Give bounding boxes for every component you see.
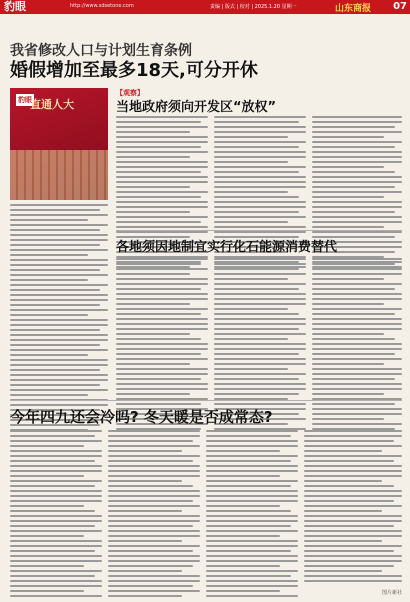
edition-meta: 责编 | 版式 | 校对 | 2025.1.20 星期一 (210, 4, 297, 10)
bottom-col-1 (10, 430, 102, 600)
main-headline: 婚假增加至最多18天,可分开休 (10, 60, 258, 81)
section-brand: 豹眼 (4, 0, 26, 13)
feature-photo (10, 88, 108, 200)
main-kicker: 我省修改人口与计划生育条例 (10, 43, 192, 59)
article-three-col-3 (312, 258, 402, 433)
bottom-headline: 今年四九还会冷吗? 冬天暖是否成常态? (10, 408, 273, 426)
bottom-col-3 (206, 430, 298, 600)
article-two-headline: 当地政府须向开发区“放权” (116, 100, 277, 115)
bottom-col-4 (304, 430, 402, 585)
page-number: 07 (393, 1, 407, 12)
photo-credit: 图片新社 (381, 590, 402, 596)
photo-pattern (10, 150, 108, 200)
photo-title: 直通人大 (30, 98, 74, 111)
photo-tag: 豹眼 (18, 96, 32, 104)
divider-articles (116, 230, 402, 231)
divider-bottom (10, 400, 402, 401)
page-header (0, 0, 410, 14)
site-url[interactable]: http://www.sdsetone.com (70, 3, 134, 9)
section-label-observe: 【观察】 (116, 89, 144, 97)
bottom-col-2 (108, 430, 200, 600)
article-three-headline: 各地须因地制宜实行化石能源消费替代 (116, 240, 338, 255)
newspaper-name: 山东商报 (335, 4, 372, 14)
